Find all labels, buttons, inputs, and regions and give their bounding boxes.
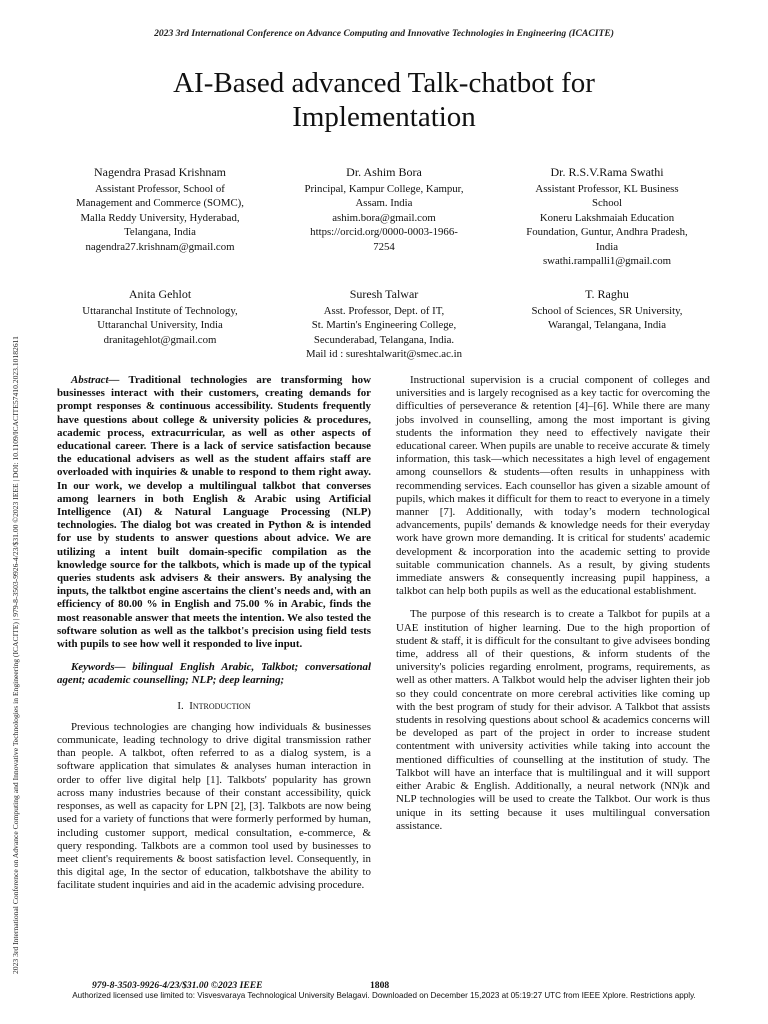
author-affiliation-line: Assistant Professor, KL Business — [535, 183, 679, 195]
author-affiliation-line: India — [595, 240, 619, 253]
page-number: 1808 — [370, 980, 390, 991]
author-block-swathi — [501, 164, 713, 268]
author-affiliation-line: Koneru Lakshmaiah Education — [539, 211, 675, 224]
author-email: Mail id : sureshtalwarit@smec.ac.in — [306, 348, 462, 361]
author-name: Dr. R.S.V.Rama Swathi — [550, 165, 664, 179]
author-email: swathi.rampalli1@gmail.com — [542, 255, 672, 268]
abstract — [57, 374, 371, 651]
intro-paragraph-3: The purpose of this research is to create a Talkbot for pupils at a UAE institution of higher learning. Due to the high proportion of student & staff, it is difficult for the consultant to give advisees bonding time, address all of their questions, & inform students of the university's policies regarding enrolment, programs, requirements, as well as other matters. A Talkbot would help the adviser lighten their job so they could concentrate on more cerebral activities like coming up with the best program of study for their advisor. A Talkbot that assists students in resolving questions about school & academics concerns will be developed as part of the project in order to increase student contentment with university activities while taking into account the mentioned difficulties of counselling at the institution of study. The Talkbot will have an interface that is multilingual and it will support either Arabic & English. Additionally, a neural network (NN)k and NLP technologies will be used to create the Talkbot. Our work is thus unique in its setting because it uses multilingual conversation assistance. — [396, 608, 710, 832]
author-affiliation-line: Telangana, India — [124, 226, 196, 239]
author-block-talwar — [277, 286, 491, 362]
section-heading-introduction — [57, 700, 371, 713]
author-affiliation-line: Assistant Professor, School of — [95, 183, 225, 195]
author-affiliation-line: Foundation, Guntur, Andhra Pradesh, — [526, 226, 688, 239]
author-affiliation-line: Uttaranchal University, India — [97, 319, 223, 332]
author-affiliation-line: Asst. Professor, Dept. of IT, — [323, 305, 445, 317]
intro-paragraph-1: Previous technologies are changing how individuals & businesses communicate, leading technology to drive digital transmission rather than people. A talkbot, often referred to as a dialog system, is a software application that simulates & analyses human interaction in order to offer live digital help [1]. Talkbots' popularity has grown across many industries because of their constant accessibility, quick responses, as well as capacity for LPN [2], [3]. Talkbots are now being used for a variety of functions that were formerly performed by human, including customer support, medical consultation, e-commerce, & query responding. Talkbots are a common tool used by businesses to meet client's requirements & boost satisfaction level. Consequently, in this digital age, In the sector of education, talkbotshave the ability to facilitate student inquiries and aid in the academic advising procedure. — [57, 720, 371, 892]
side-doi-strip: 2023 3rd International Conference on Advance Computing and Innovative Technologies in Engineering (ICACITE) | 979-8-3503-9926-4/23/$31.00 ©2023 IEEE | DOI: 10.1109/ICACITE57410.2023.10182611 — [11, 336, 20, 974]
abstract-lead: Abstract— — [71, 374, 120, 386]
author-email: dranitagehlot@gmail.com — [103, 333, 217, 346]
author-affiliation-line: Warangal, Telangana, India — [547, 319, 667, 332]
author-name: Suresh Talwar — [349, 287, 419, 301]
left-column — [57, 374, 371, 893]
section-number: I. — [177, 699, 184, 712]
author-orcid-line: 7254 — [373, 240, 395, 253]
conference-header: 2023 3rd International Conference on Advance Computing and Innovative Technologies in Engineering (ICACITE) — [154, 28, 614, 39]
abstract-text: Traditional technologies are transforming how businesses interact with their customers, creating demands for prompt responses & continuous accessibility. Students frequently have questions about college & university policies & procedures, academic process, extracurricular, as well as other aspects of educational career. There is a lack of service satisfaction because the educational advisers as well as the student affairs staff are overloaded with inquiries & unable to respond to them right away. In our work, we develop a multilingual talkbot that converses among learners in both English & Arabic using Artificial Intelligence (AI) & Natural Language Processing (NLP) technologies. The dialog bot was created in Python & is intended for use by students to answer questions about advice. We are utilizing a intent built domain-specific compilation as the knowledge source for the talkbots, which is made up of the typical queries students ask advisers & their answers. By analysing the inputs, the talktbot engine ascertains the client's needs and, with an efficiency of 80.00 % in English and 75.00 % in Arabic, finds the most reasonable answer that meets the intention. We also tested the software solution as well as the talkbot's precision using field tests with pupils to see how well it responded to live input. — [57, 374, 371, 651]
right-column — [396, 374, 710, 833]
author-affiliation-line: Secunderabad, Telangana, India. — [313, 333, 455, 346]
author-name: Anita Gehlot — [128, 287, 192, 301]
author-affiliation-line: Assam. India — [355, 197, 413, 210]
author-affiliation-line: Management and Commerce (SOMC), — [76, 197, 244, 210]
author-block-krishnam — [55, 164, 265, 254]
paper-title-line-1: AI-Based advanced Talk-chatbot for — [173, 67, 595, 99]
paper-title-line-2: Implementation — [292, 101, 476, 133]
author-name: Nagendra Prasad Krishnam — [94, 165, 226, 179]
author-affiliation-line: Uttaranchal Institute of Technology, — [82, 305, 238, 317]
author-block-bora — [277, 164, 491, 254]
author-affiliation-line: School of Sciences, SR University, — [531, 305, 683, 317]
license-notice: Authorized licensed use limited to: Visvesvaraya Technological University Belagavi. Downloaded on December 15,2023 at 05:19:27 UTC from IEEE Xplore. Restrictions apply. — [72, 991, 696, 1000]
author-block-gehlot — [55, 286, 265, 347]
author-affiliation-line: School — [592, 197, 622, 210]
keywords: Keywords— bilingual English Arabic, Talkbot; conversational agent; academic counselling; NLP; deep learning; — [57, 661, 371, 687]
footer-isbn: 979-8-3503-9926-4/23/$31.00 ©2023 IEEE — [92, 980, 263, 991]
author-affiliation-line: Principal, Kampur College, Kampur, — [304, 183, 464, 195]
author-email: ashim.bora@gmail.com — [332, 211, 436, 224]
author-block-raghu — [501, 286, 713, 333]
paper-title — [60, 66, 708, 134]
author-affiliation-line: St. Martin's Engineering College, — [311, 319, 457, 332]
section-title: Introduction — [189, 699, 251, 712]
author-email: nagendra27.krishnam@gmail.com — [85, 240, 235, 253]
author-name: Dr. Ashim Bora — [346, 165, 422, 179]
author-orcid-line: https://orcid.org/0000-0003-1966- — [310, 226, 458, 239]
author-name: T. Raghu — [585, 287, 629, 301]
author-affiliation-line: Malla Reddy University, Hyderabad, — [80, 211, 240, 224]
intro-paragraph-2: Instructional supervision is a crucial component of colleges and universities and is largely recognised as a key tactic for overcoming the difficulties of perseverance & retention [4]–[6]. While there are many jobs involved in counselling, among the most important is giving students the information they need to effectively navigate their educational career. When pupils are unable to receive accurate & timely information, this task—which necessitates a high level of engagement among counsellors & students—often results in unhappiness with recommending services. Each counsellor has given a sizable amount of pupils, which makes it difficult for them to react to everyone in a timely manner [7]. Additionally, with today’s modern technological advancements, pupils' demands & knowledge needs for their everyday work have grown more demanding. It is critical for students' academic development & incorporation into the academic setting to provide suitable communication channels. As a result, by giving students immediate answers & consequently increasing pupil happiness, a talkbot can help both pupils as well as the educational establishment. — [396, 374, 710, 598]
